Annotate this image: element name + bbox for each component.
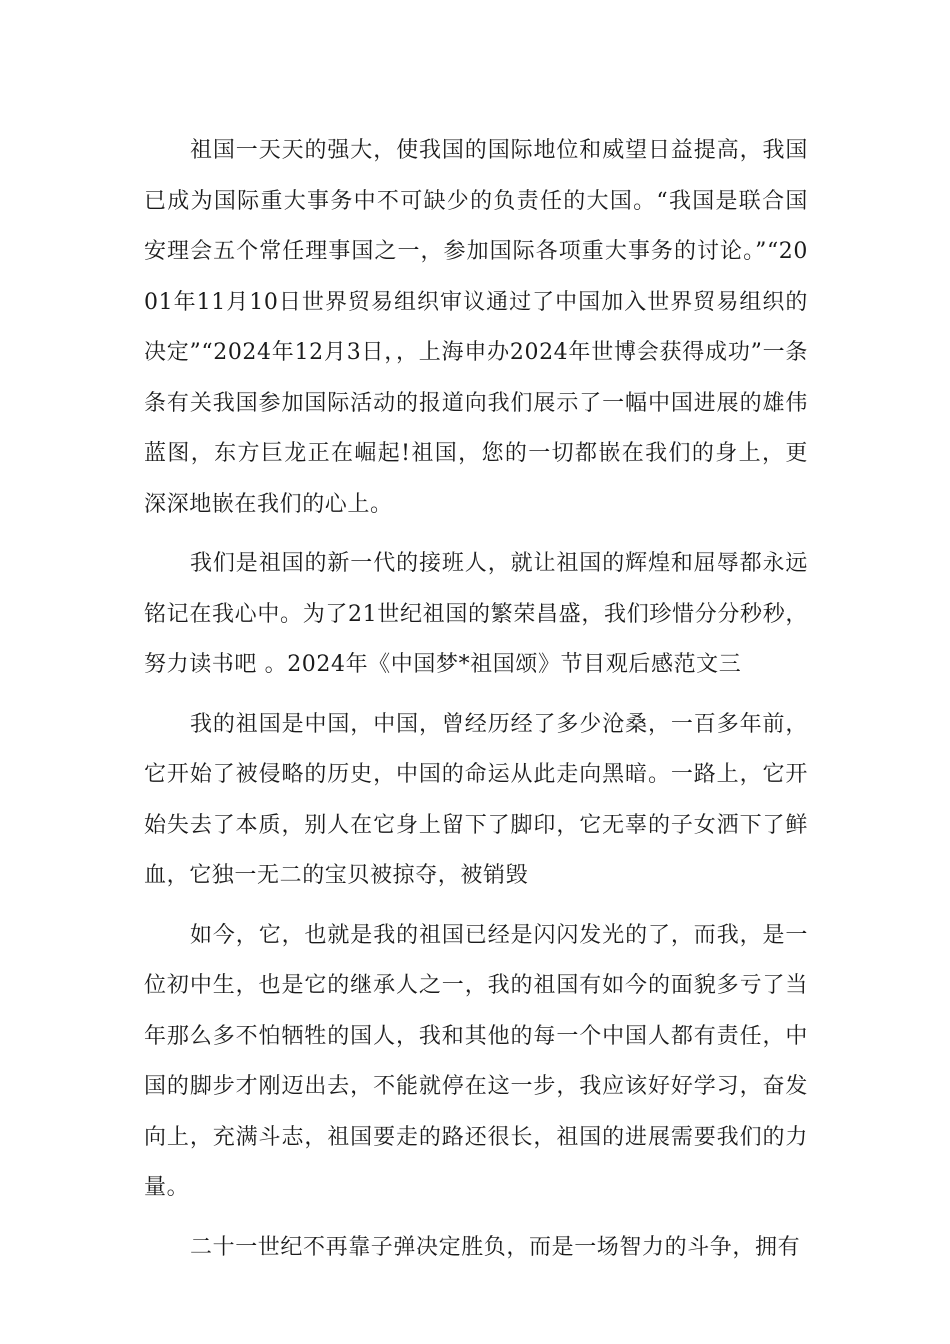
paragraph-5: 二十一世纪不再靠子弹决定胜负，而是一场智力的斗争，拥有 [190, 1234, 801, 1260]
document-body [144, 126, 808, 1282]
paragraph-4: 如今，它，也就是我的祖国已经是闪闪发光的了，而我，是一位初中生，也是它的继承人之一，我的祖国有如今的面貌多亏了当年那么多不怕牺牲的国人，我和其他的每一个中国人都有责任，中国的脚步才刚迈出去，不能就停在这一步，我应该好好学习，奋发向上，充满斗志，祖国要走的路还很长，祖国的进展需要我们的力量。 [144, 922, 808, 1200]
paragraph-1: 祖国一天天的强大，使我国的国际地位和威望日益提高，我国已成为国际重大事务中不可缺少的负责任的大国。“我国是联合国安理会五个常任理事国之一，参加国际各项重大事务的讨论。”“2001年11月10日世界贸易组织审议通过了中国加入世界贸易组织的决定”“2024年12月3日，，上海申办2024年世博会获得成功”一条条有关我国参加国际活动的报道向我们展示了一幅中国进展的雄伟蓝图，东方巨龙正在崛起!祖国，您的一切都嵌在我们的身上，更深深地嵌在我们的心上。 [144, 138, 808, 517]
paragraph-3: 我的祖国是中国，中国，曾经历经了多少沧桑，一百多年前，它开始了被侵略的历史，中国的命运从此走向黑暗。一路上，它开始失去了本质，别人在它身上留下了脚印，它无辜的子女洒下了鲜血，它独一无二的宝贝被掠夺，被销毁 [144, 711, 808, 888]
paragraph-2: 我们是祖国的新一代的接班人，就让祖国的辉煌和屈辱都永远铭记在我心中。为了21世纪祖国的繁荣昌盛，我们珍惜分分秒秒，努力读书吧 。2024年《中国梦*祖国颂》节目观后感范文三 [144, 551, 808, 677]
